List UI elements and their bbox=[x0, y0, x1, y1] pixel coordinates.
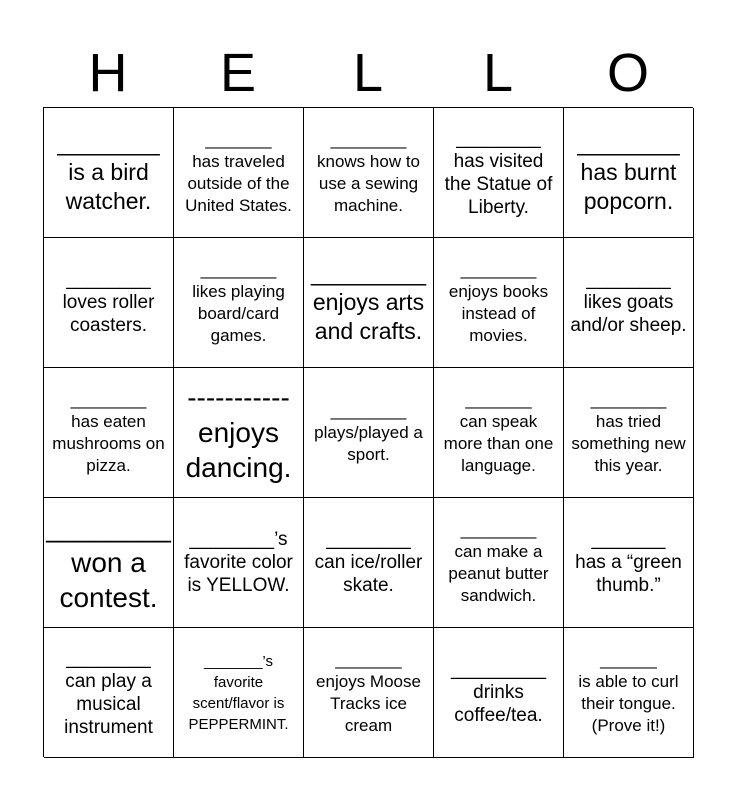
cell-text: ________’s favorite color is YELLOW. bbox=[184, 529, 293, 596]
title-letter-l1: L bbox=[352, 43, 384, 103]
cell-text: ________ can ice/roller skate. bbox=[314, 529, 423, 596]
cell-text: ______ is able to curl their tongue. (Prove it!) bbox=[578, 649, 679, 735]
cell-text: _______ has a “green thumb.” bbox=[575, 529, 682, 596]
bingo-cell-r5c3[interactable] bbox=[304, 628, 434, 758]
bingo-cell-r4c2[interactable] bbox=[174, 498, 304, 628]
title-letter-e: E bbox=[219, 43, 257, 103]
bingo-cell-r2c2[interactable] bbox=[174, 238, 304, 368]
cell-text: _________ enjoys arts and crafts. bbox=[310, 260, 427, 344]
cell-text: ________ has tried something new this year. bbox=[571, 389, 686, 475]
bingo-cell-r5c5[interactable] bbox=[564, 628, 694, 758]
cell-text: ________ can play a musical instrument bbox=[64, 647, 153, 738]
cell-text: ________ has eaten mushrooms on pizza. bbox=[52, 389, 165, 475]
bingo-cell-r4c4[interactable] bbox=[434, 498, 564, 628]
cell-text: _______’s favorite scent/flavor is PEPPERMINT. bbox=[188, 652, 289, 733]
cell-text: ________ can make a peanut butter sandwich. bbox=[448, 519, 549, 605]
bingo-board bbox=[43, 107, 693, 757]
bingo-cell-r1c2[interactable] bbox=[174, 108, 304, 238]
bingo-cell-r2c1[interactable] bbox=[44, 238, 174, 368]
cell-text: _______ has traveled outside of the United States. bbox=[185, 129, 292, 215]
bingo-cell-r1c3[interactable] bbox=[304, 108, 434, 238]
cell-text: ________ enjoys books instead of movies. bbox=[448, 259, 549, 345]
cell-text: ________ is a bird watcher. bbox=[57, 130, 160, 214]
cell-text: ________ has burnt popcorn. bbox=[577, 130, 680, 214]
bingo-cell-r4c5[interactable] bbox=[564, 498, 694, 628]
bingo-cell-r2c4[interactable] bbox=[434, 238, 564, 368]
bingo-cell-r5c1[interactable] bbox=[44, 628, 174, 758]
bingo-cell-r3c1[interactable] bbox=[44, 368, 174, 498]
bingo-cell-r3c2[interactable] bbox=[174, 368, 304, 498]
cell-text: ________ has visited the Statue of Liberty. bbox=[444, 127, 553, 218]
bingo-cell-r1c4[interactable] bbox=[434, 108, 564, 238]
bingo-cell-r1c1[interactable] bbox=[44, 108, 174, 238]
bingo-cell-r4c3[interactable] bbox=[304, 498, 434, 628]
cell-text: ________ likes playing board/card games. bbox=[192, 259, 285, 345]
bingo-cell-r3c4[interactable] bbox=[434, 368, 564, 498]
bingo-cell-r2c5[interactable] bbox=[564, 238, 694, 368]
title-letter-o: O bbox=[606, 43, 649, 103]
bingo-cell-r4c1[interactable] bbox=[44, 498, 174, 628]
cell-text: _______ can speak more than one language. bbox=[443, 389, 554, 475]
cell-text: ________ won a contest. bbox=[46, 512, 171, 613]
title-letter-h: H bbox=[88, 43, 128, 103]
bingo-cell-r2c3[interactable] bbox=[304, 238, 434, 368]
bingo-cell-r5c4[interactable] bbox=[434, 628, 564, 758]
cell-text: _______ enjoys Moose Tracks ice cream bbox=[316, 649, 421, 735]
cell-text: ________ plays/played a sport. bbox=[314, 400, 423, 464]
bingo-cell-r1c5[interactable] bbox=[564, 108, 694, 238]
bingo-cell-r5c2[interactable] bbox=[174, 628, 304, 758]
bingo-cell-r3c5[interactable] bbox=[564, 368, 694, 498]
cell-text: ________ knows how to use a sewing machine. bbox=[317, 129, 420, 215]
cell-text: ________ likes goats and/or sheep. bbox=[570, 269, 687, 336]
title-letter-l2: L bbox=[482, 43, 514, 103]
cell-text: _________ drinks coffee/tea. bbox=[450, 659, 547, 726]
bingo-cell-r3c3[interactable] bbox=[304, 368, 434, 498]
cell-text: ________ loves roller coasters. bbox=[62, 269, 155, 336]
cell-text: ----------- enjoys dancing. bbox=[185, 382, 292, 483]
bingo-title bbox=[43, 40, 693, 106]
